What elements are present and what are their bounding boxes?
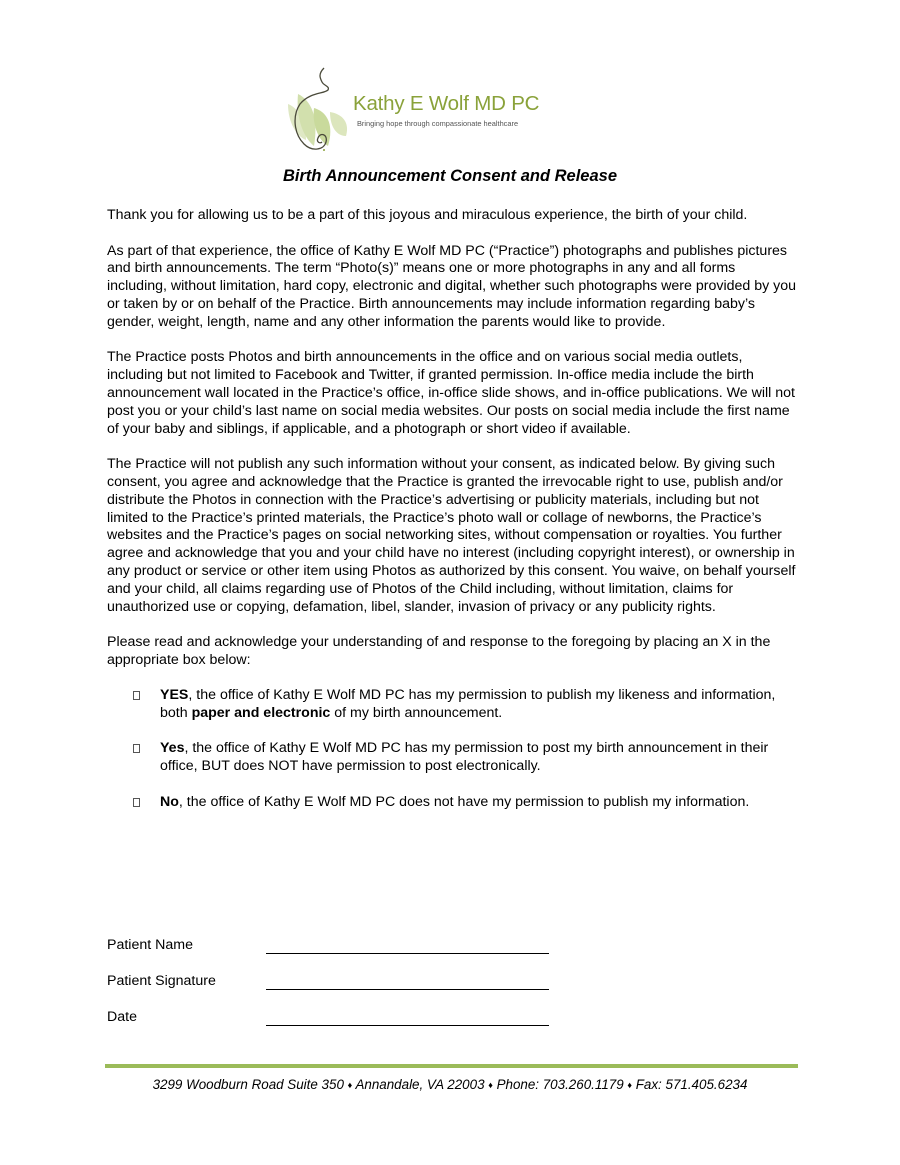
footer-city: Annandale, VA 22003 [355,1077,485,1092]
footer-divider [105,1064,798,1068]
intro-paragraph: Thank you for allowing us to be a part of this joyous and miraculous experience, the birth of your child. [107,207,748,223]
option-text: , the office of Kathy E Wolf MD PC has my permission to publish my likeness and information, both [160,686,776,721]
document-title: Birth Announcement Consent and Release [282,167,618,185]
option-text: , the office of Kathy E Wolf MD PC does not have my permission to publish my information. [178,793,750,810]
option-emphasis: paper and electronic [191,704,331,721]
patient-name-field[interactable] [266,953,549,954]
document-body [107,207,797,830]
option-lead: YES [160,686,189,703]
footer-address: 3299 Woodburn Road Suite 350 [152,1077,344,1092]
social-media-paragraph: The Practice posts Photos and birth announcements in the office and on various social media outlets, including but not limited to Facebook and Twitter, if granted permission. In-office media include the birth announcement wall located in the Practice’s office, in-office slide shows, and in-office publications. We will not post you or your child’s last name on social media websites. Our posts on social media include the first name of your baby and siblings, if applicable, and a photograph or short video if available. [107,349,795,437]
consent-option-yes-office-only [107,740,797,776]
diamond-separator-icon: ♦ [347,1080,353,1090]
consent-option-yes-all [107,687,797,723]
patient-name-label: Patient Name [107,937,193,953]
date-field[interactable] [266,1025,549,1026]
diamond-separator-icon: ♦ [488,1080,493,1090]
footer-fax: Fax: 571.405.6234 [635,1077,748,1092]
consent-terms-paragraph: The Practice will not publish any such information without your consent, as indicated below. By giving such consent, you agree and acknowledge that the Practice is granted the irrevocable right to use, publish and/or distribute the Photos in connection with the Practice’s advertising or publicity materials, including but not limited to the Practice’s printed materials, the Practice’s photo wall or collage of newborns, the Practice’s websites and the Practice’s pages on social networking sites, without compensation or royalties. You further agree and acknowledge that you and your child have no interest (including copyright interest), or ownership in any product or service or other item using Photos as authorized by this consent. You waive, on behalf yourself and your child, all claims regarding use of Photos of the Child including, without limitation, claims for unauthorized use or copying, defamation, libel, slander, invasion of privacy or any publicity rights. [107,456,796,615]
option-lead: No [160,793,179,810]
date-label: Date [107,1009,137,1025]
footer-phone: Phone: 703.260.1179 [496,1077,624,1092]
photos-definition-paragraph: As part of that experience, the office of Kathy E Wolf MD PC (“Practice”) photographs and publishes pictures and birth announcements. The term “Photo(s)” means one or more photographs in any and all forms including, without limitation, hard copy, electronic and digital, whether such photographs were provided by you or taken by or on behalf of the Practice. Birth announcements may include information regarding baby’s gender, weight, length, name and any other information the parents would like to provide. [107,242,797,330]
logo-practice-name: Kathy E Wolf MD PC [353,92,540,115]
footer-contact [0,1077,900,1092]
instructions-paragraph: Please read and acknowledge your understanding of and response to the foregoing by placing an X in the appropriate box below: [107,634,771,668]
consent-option-no [107,794,797,812]
practice-logo [284,64,554,156]
consent-options [107,687,797,812]
option-lead: Yes [160,740,185,757]
option-text-end: of my birth announcement. [330,704,503,721]
leaf-pregnant-silhouette-icon [284,64,356,156]
checkbox-no[interactable] [133,798,140,807]
patient-signature-field[interactable] [266,989,549,990]
patient-signature-label: Patient Signature [107,973,216,989]
checkbox-yes-office-only[interactable] [133,744,140,753]
checkbox-yes-all[interactable] [133,691,140,700]
logo-tagline: Bringing hope through compassionate healthcare [357,119,519,128]
diamond-separator-icon: ♦ [627,1080,632,1090]
option-text: , the office of Kathy E Wolf MD PC has my permission to post my birth announcement in their office, BUT does NOT have permission to post electronically. [160,740,769,775]
